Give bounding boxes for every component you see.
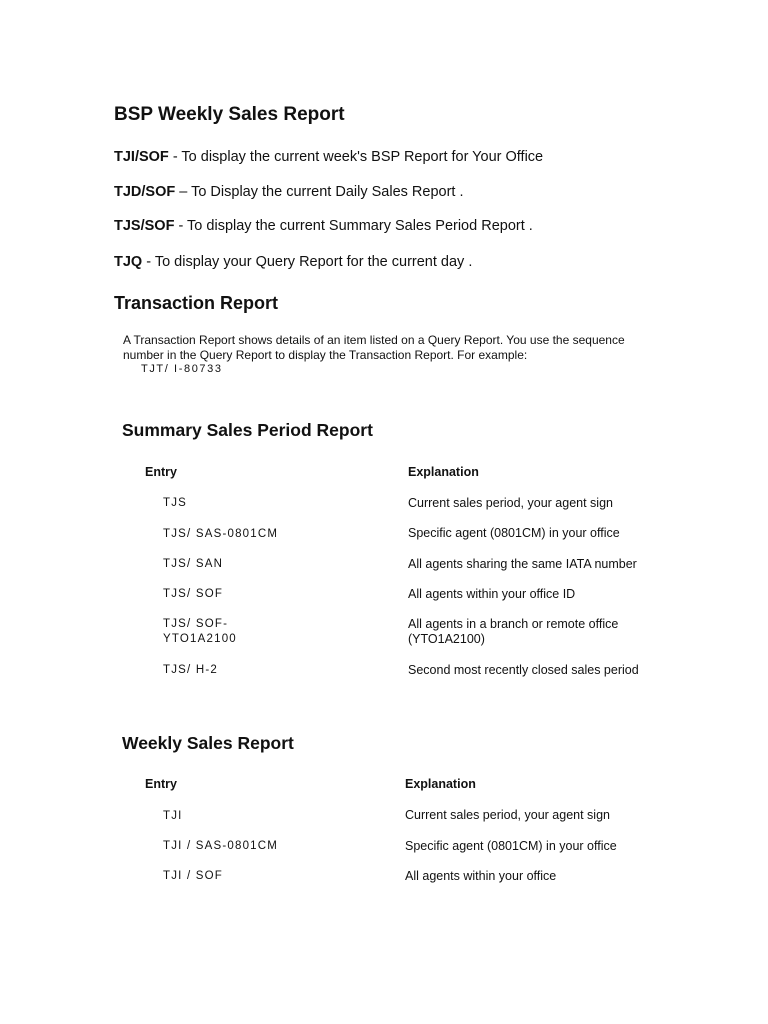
weekly-explanation-header: Explanation <box>405 777 476 791</box>
summary-entry-cell: TJS/ SAS-0801CM <box>163 528 279 540</box>
command-description: - To display the current Summary Sales Period Report . <box>174 218 533 234</box>
summary-entry-cell: TJS/ SOF <box>163 588 224 600</box>
weekly-entry-cell: TJI <box>163 810 183 822</box>
weekly-sales-heading: Weekly Sales Report <box>122 733 294 753</box>
weekly-entry-cell: TJI / SAS-0801CM <box>163 840 279 852</box>
transaction-report-heading: Transaction Report <box>114 293 279 313</box>
weekly-entry-header: Entry <box>145 777 177 791</box>
command-description: - To display your Query Report for the current day . <box>142 254 473 270</box>
page-title: BSP Weekly Sales Report <box>114 104 345 125</box>
summary-explanation-cell: All agents sharing the same IATA number <box>408 557 637 571</box>
command-code: TJI/SOF <box>114 149 169 165</box>
command-line-tjs <box>114 218 533 234</box>
summary-entry-cell: TJS/ SOF- <box>163 618 229 630</box>
command-code: TJQ <box>114 254 143 270</box>
summary-explanation-cell: Second most recently closed sales period <box>408 663 639 677</box>
summary-entry-cell: TJS <box>163 497 188 509</box>
summary-explanation-cell-continued: (YTO1A2100) <box>408 632 485 646</box>
command-description: - To display the current week's BSP Report for Your Office <box>168 149 544 165</box>
summary-explanation-cell: All agents within your office ID <box>408 587 576 601</box>
transaction-report-text: A Transaction Report shows details of an item listed on a Query Report. You use the sequence number in the Query Report to display the Transaction Report. For example: <box>123 333 625 362</box>
command-code: TJD/SOF <box>114 184 176 200</box>
weekly-explanation-cell: Specific agent (0801CM) in your office <box>405 839 617 853</box>
summary-sales-heading: Summary Sales Period Report <box>122 420 373 440</box>
summary-explanation-cell: Current sales period, your agent sign <box>408 496 613 510</box>
weekly-entry-cell: TJI / SOF <box>163 870 223 882</box>
summary-entry-cell-continued: YTO1A2100 <box>163 633 237 645</box>
command-code: TJS/SOF <box>114 218 175 234</box>
transaction-example-command: TJT/ I-80733 <box>141 363 223 375</box>
weekly-explanation-cell: Current sales period, your agent sign <box>405 808 610 822</box>
command-line-tjd <box>114 184 464 200</box>
command-description: – To Display the current Daily Sales Report . <box>175 184 464 200</box>
command-line-tji <box>114 149 543 165</box>
summary-entry-cell: TJS/ H-2 <box>163 664 218 676</box>
weekly-explanation-cell: All agents within your office <box>405 869 557 883</box>
summary-explanation-header: Explanation <box>408 465 479 479</box>
summary-entry-header: Entry <box>145 465 177 479</box>
summary-explanation-cell: All agents in a branch or remote office <box>408 617 619 631</box>
summary-explanation-cell: Specific agent (0801CM) in your office <box>408 526 620 540</box>
summary-entry-cell: TJS/ SAN <box>163 558 224 570</box>
command-line-tjq <box>114 254 472 270</box>
